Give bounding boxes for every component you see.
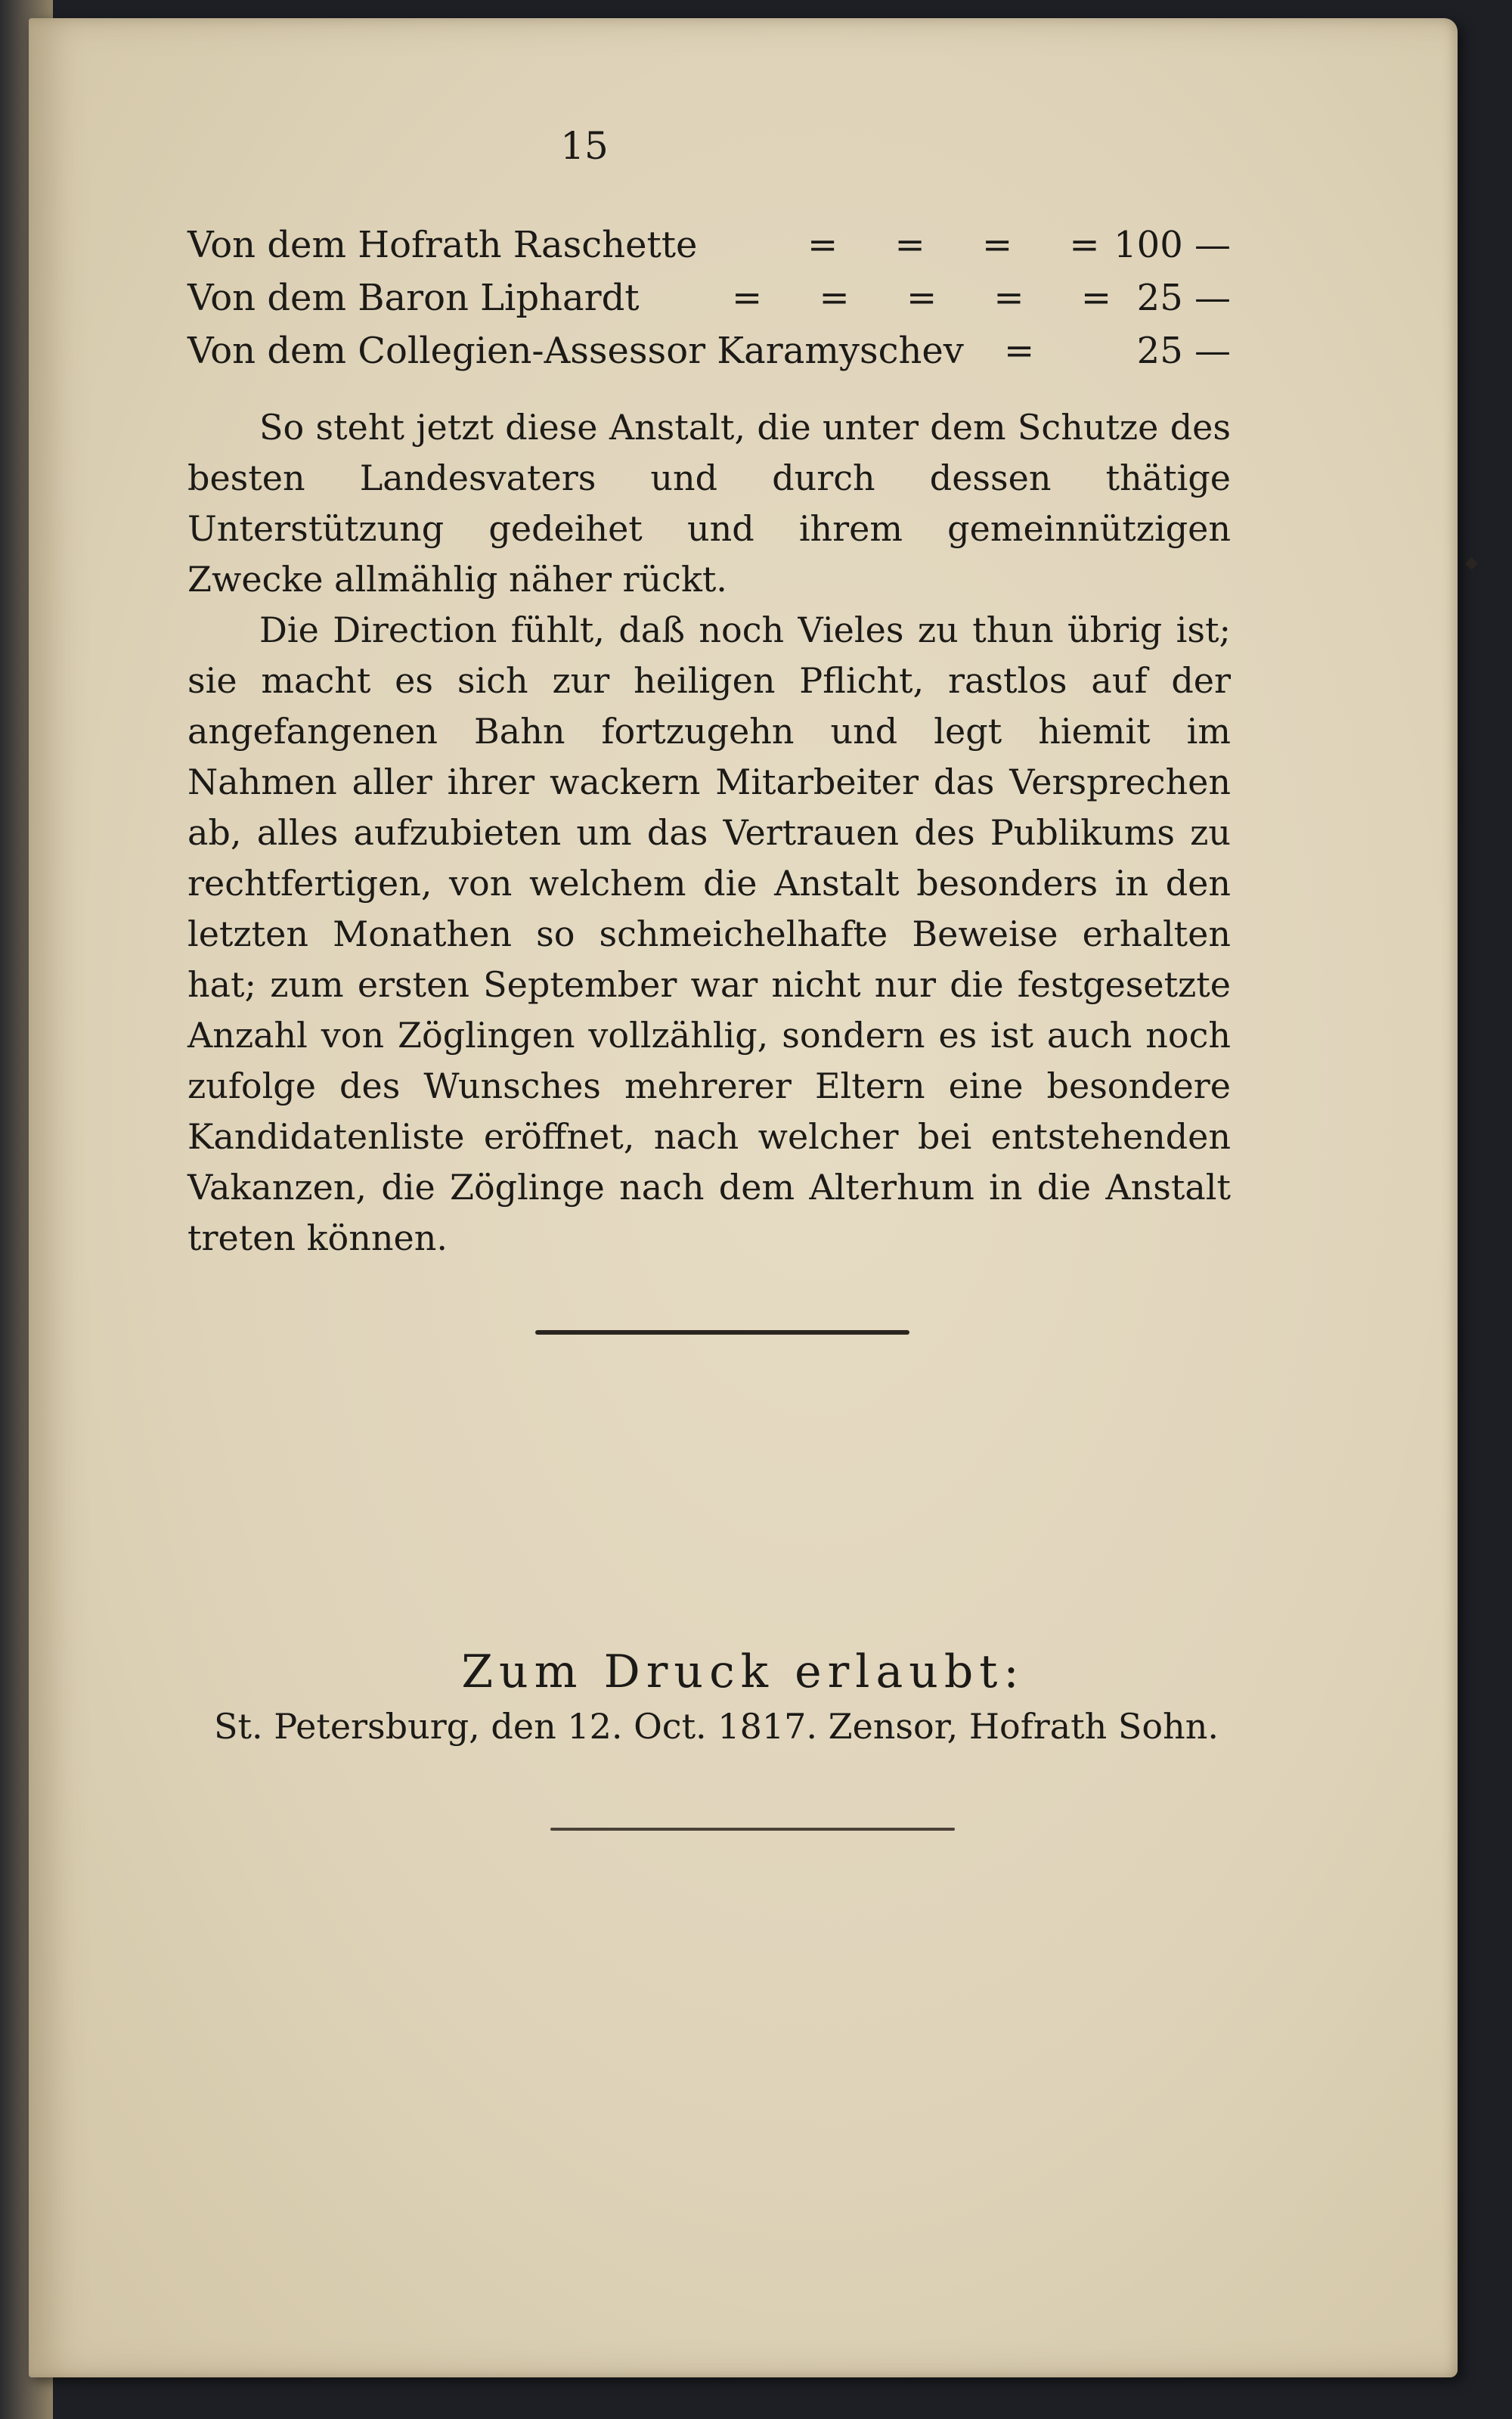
donor-dots: =	[1004, 330, 1058, 372]
donor-amount: 25 —	[1136, 277, 1231, 319]
donor-dots: = = = = =	[732, 277, 1135, 319]
donor-name: Von dem Hofrath Raschette	[187, 224, 698, 266]
paragraph: So steht jetzt diese Anstalt, die unter dem Schutze des besten Landesvaters und durch dessen thätige Unterstützung gedeihet und ihrem gemeinnützigen Zwecke allmählig näher rückt.	[187, 407, 1231, 600]
body-text	[187, 402, 1231, 1264]
donor-name: Von dem Collegien-Assessor Karamyschev	[187, 330, 964, 372]
donor-row	[187, 330, 1231, 383]
donor-list	[187, 224, 1231, 383]
paragraph: Die Direction fühlt, daß noch Vieles zu thun übrig ist; sie macht es sich zur heiligen Pflicht, rastlos auf der angefangenen Bahn fortzugehn und legt hiemit im Nahmen aller ihrer wackern Mitarbeiter das Versprechen ab, alles aufzubieten um das Vertrauen des Publikums zu rechtfertigen, von welchem die Anstalt besonders in den letzten Monathen so schmeichelhafte Beweise erhalten hat; zum ersten September war nicht nur die festgesetzte Anzahl von Zöglingen vollzählig, sondern es ist auch noch zufolge des Wunsches mehrerer Eltern eine besondere Kandidatenliste eröffnet, nach welcher bei entstehenden Vakanzen, die Zöglinge nach dem Alterhum in die Anstalt treten können.	[187, 609, 1231, 1258]
section-divider-rule	[535, 1330, 909, 1335]
donor-amount: 25 —	[1136, 330, 1231, 372]
donor-row	[187, 277, 1231, 330]
end-divider-rule	[550, 1828, 955, 1831]
imprimatur-censor-line: St. Petersburg, den 12. Oct. 1817. Zensor, Hofrath Sohn.	[214, 1706, 1219, 1747]
page-number: 15	[560, 124, 609, 168]
donor-dots: = = = =	[807, 224, 1123, 266]
donor-name: Von dem Baron Liphardt	[187, 277, 640, 319]
donor-row	[187, 224, 1231, 277]
book-page	[29, 18, 1478, 2377]
margin-mark-icon: ◆	[1465, 554, 1478, 572]
imprimatur-heading: Zum Druck erlaubt:	[461, 1645, 1025, 1698]
donor-amount: 100 —	[1114, 224, 1231, 266]
